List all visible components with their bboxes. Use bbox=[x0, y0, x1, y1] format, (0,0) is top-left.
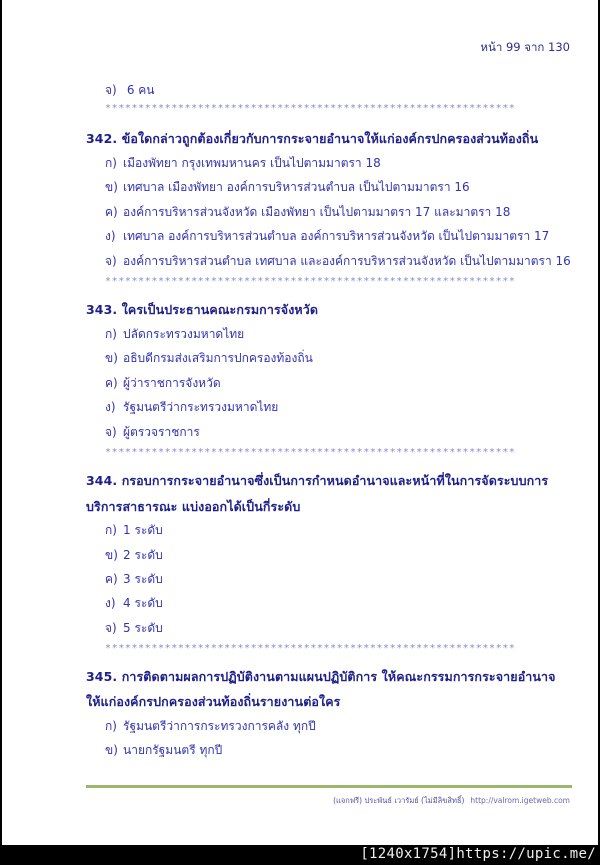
separator: ************************************************************** bbox=[105, 447, 516, 458]
option-letter: ข) bbox=[105, 180, 118, 194]
option-343-c bbox=[105, 374, 221, 393]
option-342-b bbox=[105, 178, 470, 197]
question-345-line-2: ให้แก่องค์กรปกครองส่วนท้องถิ่นรายงานต่อใคร bbox=[86, 694, 341, 709]
document-page bbox=[2, 0, 598, 845]
option-344-d bbox=[105, 594, 163, 613]
option-letter: ก) bbox=[105, 523, 117, 537]
option-344-a bbox=[105, 521, 163, 540]
option-text: เทศบาล องค์การบริหารส่วนตำบล องค์การบริหารส่วนจังหวัด เป็นไปตามมาตรา 17 bbox=[123, 229, 550, 243]
option-text: องค์การบริหารส่วนตำบล เทศบาล และองค์การบริหารส่วนจังหวัด เป็นไปตามมาตรา 16 bbox=[123, 254, 571, 268]
separator: ************************************************************** bbox=[105, 103, 516, 114]
option-text: อธิบดีกรมส่งเสริมการปกครองท้องถิ่น bbox=[123, 351, 313, 365]
option-letter: จ) bbox=[105, 621, 117, 635]
option-345-a bbox=[105, 717, 316, 736]
carryover-option bbox=[105, 81, 155, 100]
option-text: 5 ระดับ bbox=[123, 621, 163, 635]
option-text: องค์การบริหารส่วนจังหวัด เมืองพัทยา เป็นไปตามมาตรา 17 และมาตรา 18 bbox=[123, 205, 511, 219]
option-letter: จ) bbox=[105, 83, 117, 97]
option-text: 6 คน bbox=[126, 83, 155, 97]
option-343-b bbox=[105, 349, 313, 368]
option-343-a bbox=[105, 325, 244, 344]
option-342-d bbox=[105, 227, 549, 246]
footer-credit: (แจกฟรี) ประพันธ์ เวารัมย์ (ไม่มีลิขสิทธิ์) bbox=[333, 796, 465, 805]
watermark: [1240x1754]https://upic.me/ bbox=[360, 846, 596, 862]
option-342-c bbox=[105, 203, 510, 222]
option-345-b bbox=[105, 741, 222, 760]
footer-url[interactable]: http://valrom.igetweb.com bbox=[470, 796, 570, 805]
separator: ************************************************************** bbox=[105, 643, 516, 654]
option-text: รัฐมนตรีว่าการกระทรวงการคลัง ทุกปี bbox=[123, 719, 316, 733]
option-343-d bbox=[105, 398, 278, 417]
question-342: 342. ข้อใดกล่าวถูกต้องเกี่ยวกับการกระจายอำนาจให้แก่องค์กรปกครองส่วนท้องถิ่น bbox=[86, 131, 539, 146]
footer bbox=[333, 795, 570, 807]
option-letter: ง) bbox=[105, 596, 116, 610]
option-text: 2 ระดับ bbox=[123, 548, 163, 562]
question-345-line-1: 345. การติดตามผลการปฏิบัติงานตามแผนปฏิบัติการ ให้คณะกรรมการกระจายอำนาจ bbox=[86, 669, 556, 684]
option-letter: ค) bbox=[105, 205, 118, 219]
option-text: 1 ระดับ bbox=[123, 523, 163, 537]
option-text: 4 ระดับ bbox=[123, 596, 163, 610]
question-344-line-1: 344. กรอบการกระจายอำนาจซึ่งเป็นการกำหนดอำนาจและหน้าที่ในการจัดระบบการ bbox=[86, 473, 549, 488]
option-text: 3 ระดับ bbox=[123, 572, 163, 586]
option-342-a bbox=[105, 154, 381, 173]
option-343-e bbox=[105, 423, 200, 442]
option-letter: ง) bbox=[105, 400, 116, 414]
option-letter: ง) bbox=[105, 229, 116, 243]
option-text: ปลัดกระทรวงมหาดไทย bbox=[123, 327, 245, 341]
option-text: เมืองพัทยา กรุงเทพมหานคร เป็นไปตามมาตรา 18 bbox=[123, 156, 381, 170]
option-letter: ก) bbox=[105, 719, 117, 733]
option-letter: ค) bbox=[105, 376, 118, 390]
option-letter: ก) bbox=[105, 156, 117, 170]
option-text: รัฐมนตรีว่ากระทรวงมหาดไทย bbox=[123, 400, 279, 414]
question-344-line-2: บริการสาธารณะ แบ่งออกได้เป็นกี่ระดับ bbox=[86, 499, 301, 514]
option-344-c bbox=[105, 570, 163, 589]
option-letter: ค) bbox=[105, 572, 118, 586]
option-text: เทศบาล เมืองพัทยา องค์การบริหารส่วนตำบล เป็นไปตามมาตรา 16 bbox=[123, 180, 470, 194]
option-letter: ก) bbox=[105, 327, 117, 341]
separator: ************************************************************** bbox=[105, 276, 516, 287]
option-text: นายกรัฐมนตรี ทุกปี bbox=[123, 743, 223, 757]
question-343: 343. ใครเป็นประธานคณะกรมการจังหวัด bbox=[86, 302, 319, 317]
option-text: ผู้ตรวจราชการ bbox=[123, 425, 200, 439]
option-344-b bbox=[105, 546, 163, 565]
option-letter: ข) bbox=[105, 351, 118, 365]
footer-rule bbox=[86, 785, 572, 788]
page-indicator: หน้า 99 จาก 130 bbox=[480, 40, 570, 54]
option-letter: ข) bbox=[105, 548, 118, 562]
option-text: ผู้ว่าราชการจังหวัด bbox=[123, 376, 221, 390]
option-letter: ข) bbox=[105, 743, 118, 757]
option-344-e bbox=[105, 619, 163, 638]
option-letter: จ) bbox=[105, 425, 117, 439]
option-letter: จ) bbox=[105, 254, 117, 268]
option-342-e bbox=[105, 252, 571, 271]
